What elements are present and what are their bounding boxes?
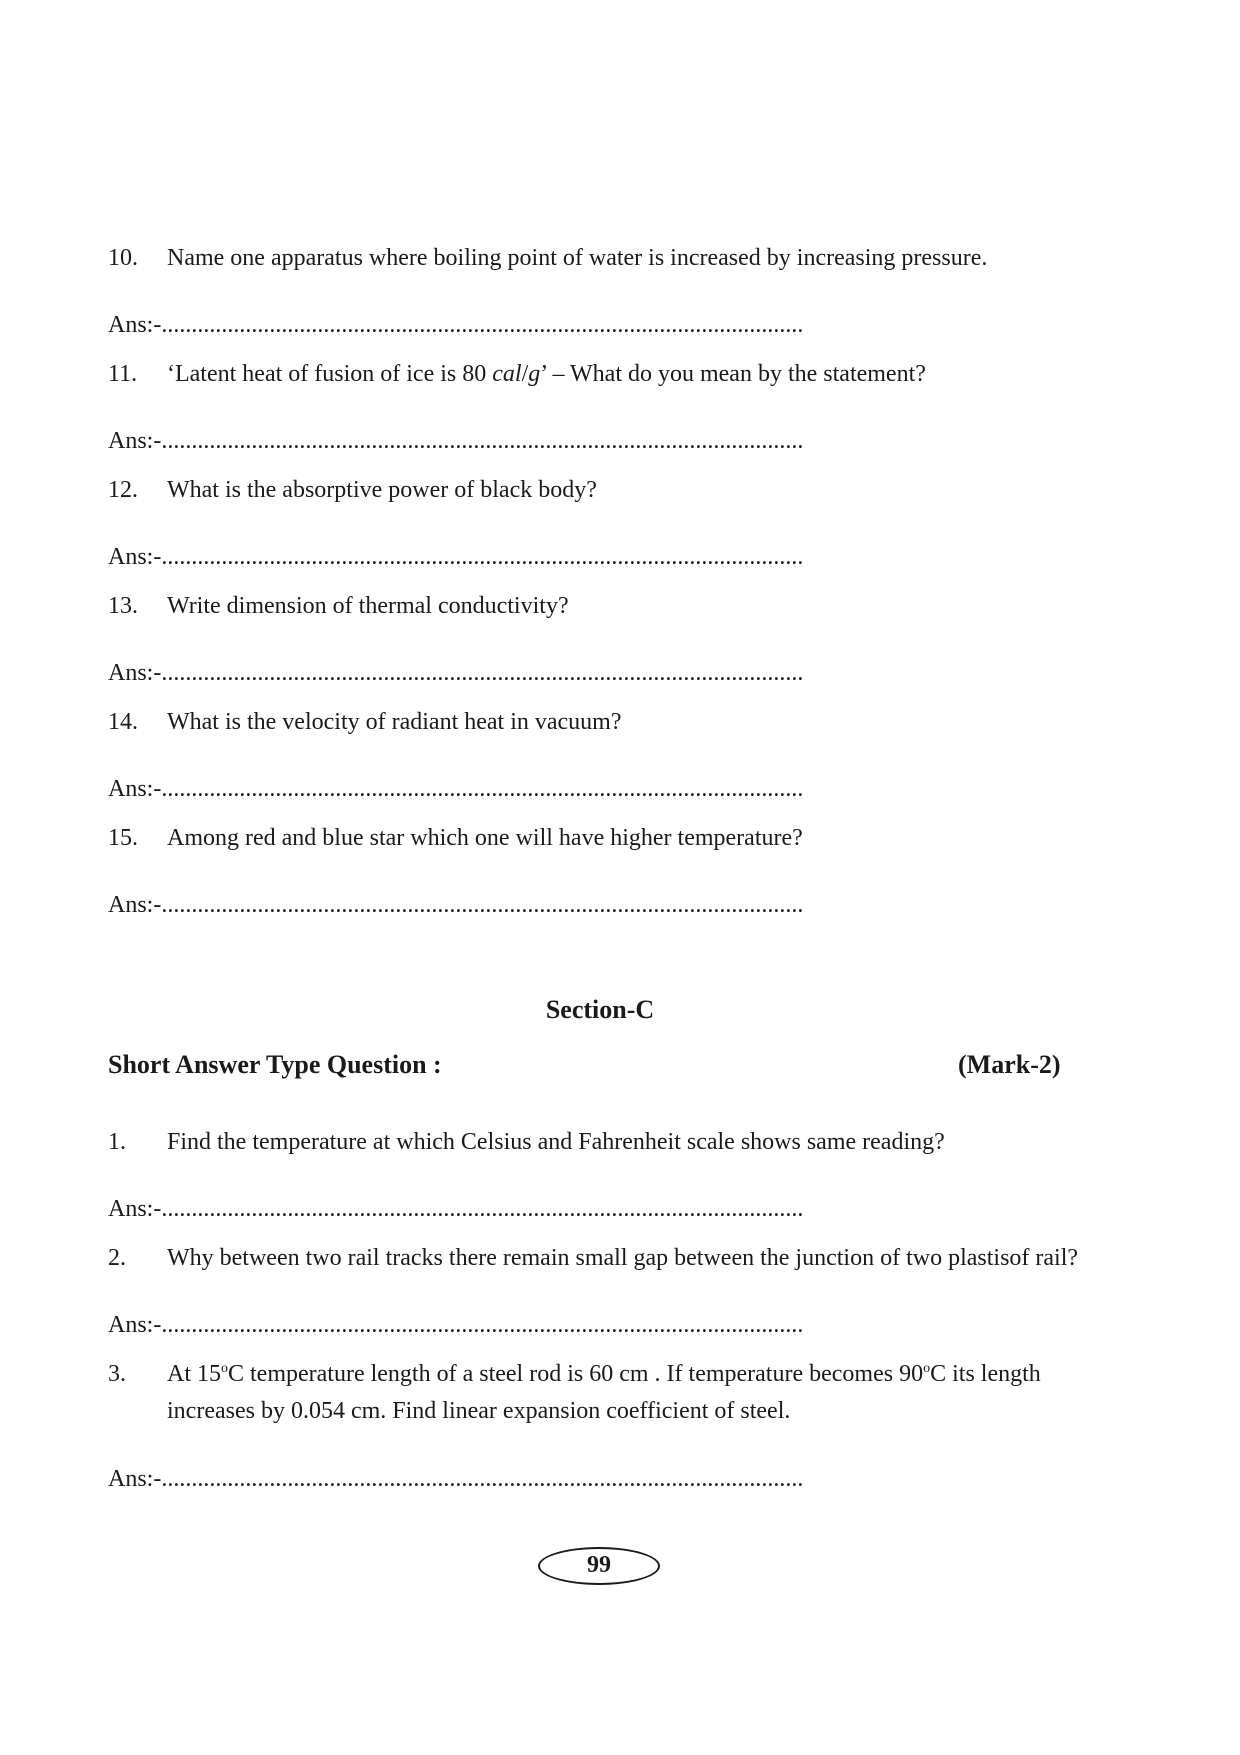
question-number: 15. [108, 825, 138, 851]
answer-line [108, 1310, 868, 1340]
section-heading: Short Answer Type Question : [108, 1050, 442, 1079]
question-number: 12. [108, 477, 138, 503]
degree-mark: o [221, 1361, 228, 1376]
answer-dots: ........................................................................................................... [161, 1466, 804, 1492]
question-text: What is the velocity of radiant heat in vacuum? [167, 709, 622, 735]
question-11 [108, 356, 1118, 393]
page-number: 99 [538, 1547, 660, 1585]
answer-prefix: Ans:- [108, 428, 162, 454]
answer-prefix: Ans:- [108, 776, 162, 802]
answer-prefix: Ans:- [108, 544, 162, 570]
question-text [167, 1356, 1118, 1430]
answer-prefix: Ans:- [108, 1312, 162, 1338]
answer-line [108, 426, 868, 456]
question-13 [108, 588, 1118, 625]
answer-line [108, 310, 868, 340]
question-text [167, 356, 1118, 393]
question-12 [108, 472, 1118, 509]
answer-prefix: Ans:- [108, 1466, 162, 1492]
degree-mark: o [923, 1361, 931, 1376]
answer-dots: ........................................................................................................... [161, 660, 804, 686]
unit-g: g [528, 361, 541, 387]
answer-line [108, 890, 868, 920]
question-15 [108, 820, 1118, 857]
question-number: 1. [108, 1129, 126, 1155]
unit-separator: / [521, 361, 529, 387]
question-text-part: C its length increases by 0.054 cm. Find linear expansion coefficient of steel. [167, 1361, 1041, 1424]
question-text-part: ‘Latent heat of fusion of ice is 80 [167, 361, 493, 387]
unit-cal: cal [492, 361, 522, 387]
question-text: Among red and blue star which one will have higher temperature? [167, 825, 803, 851]
marks-label: (Mark-2) [958, 1050, 1061, 1079]
question-c-3 [108, 1356, 1118, 1430]
question-text-part: ’ – What do you mean by the statement? [540, 361, 926, 387]
answer-prefix: Ans:- [108, 660, 162, 686]
question-14 [108, 704, 1118, 741]
answer-dots: ........................................................................................................... [161, 892, 804, 918]
question-number: 13. [108, 593, 138, 619]
question-text: Why between two rail tracks there remain small gap between the junction of two plastisof rail? [167, 1245, 1079, 1271]
answer-dots: ........................................................................................................... [161, 544, 804, 570]
question-text: Name one apparatus where boiling point of water is increased by increasing pressure. [167, 245, 988, 271]
answer-dots: ........................................................................................................... [161, 312, 804, 338]
question-text: What is the absorptive power of black body? [167, 477, 597, 503]
question-10 [108, 240, 1118, 277]
question-c-1 [108, 1124, 1118, 1161]
answer-prefix: Ans:- [108, 1196, 162, 1222]
answer-line [108, 1194, 868, 1224]
question-text: Write dimension of thermal conductivity? [167, 593, 569, 619]
answer-dots: ........................................................................................................... [161, 1196, 804, 1222]
answer-prefix: Ans:- [108, 312, 162, 338]
question-number: 10. [108, 245, 138, 271]
question-number: 2. [108, 1245, 126, 1271]
answer-line [108, 1464, 868, 1494]
answer-line [108, 774, 868, 804]
section-title: Section-C [545, 995, 655, 1024]
answer-dots: ........................................................................................................... [161, 1312, 804, 1338]
question-number: 11. [108, 361, 138, 387]
question-c-2 [108, 1240, 1118, 1277]
answer-prefix: Ans:- [108, 892, 162, 918]
answer-dots: ........................................................................................................... [161, 776, 804, 802]
answer-dots: ........................................................................................................... [161, 428, 804, 454]
answer-line [108, 658, 868, 688]
answer-line [108, 542, 868, 572]
question-text-part: C temperature length of a steel rod is 60 cm . If temperature becomes 90 [228, 1361, 924, 1387]
question-text-part: At 15 [167, 1361, 221, 1387]
question-text: Find the temperature at which Celsius and Fahrenheit scale shows same reading? [167, 1129, 945, 1155]
question-number: 14. [108, 709, 138, 735]
question-number: 3. [108, 1361, 126, 1387]
